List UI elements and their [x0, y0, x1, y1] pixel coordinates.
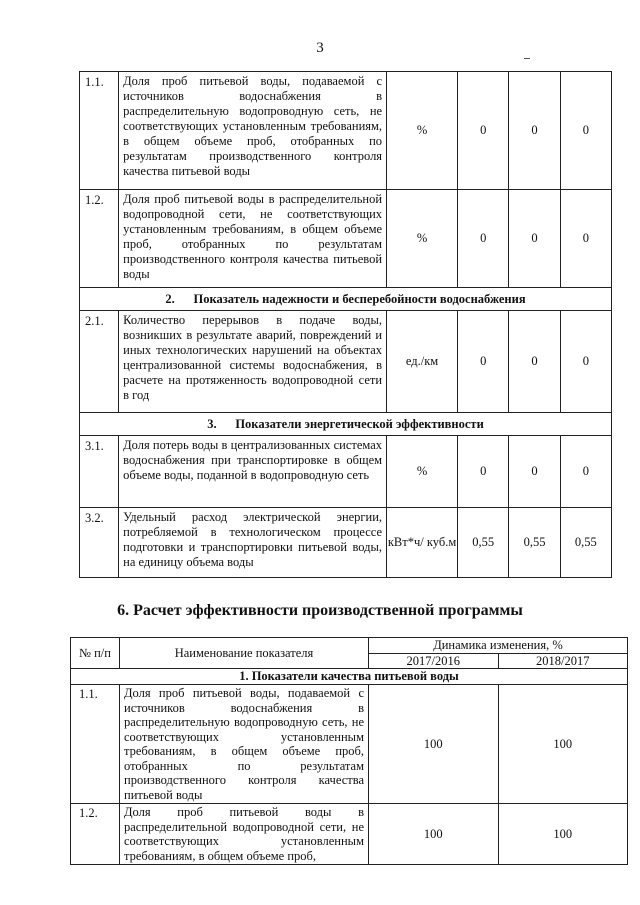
unit-cell: кВт*ч/ куб.м [387, 508, 458, 578]
column-header-name: Наименование показателя [120, 638, 369, 669]
section-heading: 6. Расчет эффективности производственной программы [117, 602, 523, 619]
indicator-description: Доля проб питьевой воды в распределительной водопроводной сети, не соответствующих установленным требованиям, в общем объеме проб, отобранных по результатам производственного контроля качества питьевой воды [119, 190, 387, 288]
efficiency-table [70, 637, 628, 865]
section-title: 2. Показатель надежности и бесперебойности водоснабжения [80, 288, 612, 311]
table-row [80, 311, 612, 413]
page-number: 3 [316, 40, 324, 56]
row-number: 2.1. [80, 311, 119, 413]
value-cell: 0 [560, 72, 611, 190]
row-number: 1.2. [71, 804, 120, 865]
table-row [80, 508, 612, 578]
value-cell: 0,55 [560, 508, 611, 578]
value-cell: 0 [509, 436, 560, 508]
table-row [80, 190, 612, 288]
table-row [71, 804, 628, 865]
indicator-description: Удельный расход электрической энергии, потребляемой в технологическом процессе подготовки и транспортировки питьевой воды, на единицу объема воды [119, 508, 387, 578]
section-row [80, 413, 612, 436]
unit-cell: % [387, 72, 458, 190]
column-header-year: 2017/2016 [369, 653, 499, 669]
table-row [80, 436, 612, 508]
value-cell: 0 [458, 311, 509, 413]
indicator-description: Количество перерывов в подаче воды, возникших в результате аварий, повреждений и иных технологических нарушений на объектах централизованной системы водоснабжения, в расчете на протяженность водопроводной сети в год [119, 311, 387, 413]
column-header-year: 2018/2017 [498, 653, 628, 669]
header-row [71, 638, 628, 654]
table-row [80, 72, 612, 190]
value-cell: 0 [509, 72, 560, 190]
indicator-description: Доля проб питьевой воды, подаваемой с источников водоснабжения в распределительную водопроводную сеть, не соответствующих установленным требованиям, в общем объеме проб, отобранных по результатам производственного контроля качества питьевой воды [119, 72, 387, 190]
section-title: 3. Показатели энергетической эффективности [80, 413, 612, 436]
row-number: 1.1. [71, 685, 120, 804]
unit-cell: % [387, 190, 458, 288]
row-number: 3.2. [80, 508, 119, 578]
value-cell: 0 [458, 190, 509, 288]
indicator-description: Доля проб питьевой воды, подаваемой с источников водоснабжения в распределительную водопроводную сеть, не соответствующих установленным требованиям, в общем объеме проб, отобранных по результатам производственного контроля качества питьевой воды [120, 685, 369, 804]
indicators-table [79, 71, 612, 578]
value-cell: 0,55 [509, 508, 560, 578]
value-cell: 0,55 [458, 508, 509, 578]
value-cell: 100 [498, 804, 628, 865]
value-cell: 100 [369, 685, 499, 804]
row-number: 1.1. [80, 72, 119, 190]
unit-cell: % [387, 436, 458, 508]
table-row [71, 685, 628, 804]
value-cell: 0 [560, 436, 611, 508]
value-cell: 0 [560, 311, 611, 413]
indicator-description: Доля потерь воды в централизованных системах водоснабжения при транспортировке в общем объеме воды, поданной в водопроводную сеть [119, 436, 387, 508]
scan-mark [524, 58, 530, 59]
value-cell: 0 [560, 190, 611, 288]
value-cell: 0 [458, 72, 509, 190]
section-row [80, 288, 612, 311]
value-cell: 0 [458, 436, 509, 508]
row-number: 3.1. [80, 436, 119, 508]
section-title: 1. Показатели качества питьевой воды [71, 669, 628, 685]
value-cell: 100 [369, 804, 499, 865]
column-header-dynamics: Динамика изменения, % [369, 638, 628, 654]
column-header-number: № п/п [71, 638, 120, 669]
indicator-description: Доля проб питьевой воды в распределительной водопроводной сети, не соответствующих установленным требованиям, в общем объеме проб, [120, 804, 369, 865]
value-cell: 0 [509, 190, 560, 288]
value-cell: 100 [498, 685, 628, 804]
row-number: 1.2. [80, 190, 119, 288]
section-row [71, 669, 628, 685]
unit-cell: ед./км [387, 311, 458, 413]
value-cell: 0 [509, 311, 560, 413]
